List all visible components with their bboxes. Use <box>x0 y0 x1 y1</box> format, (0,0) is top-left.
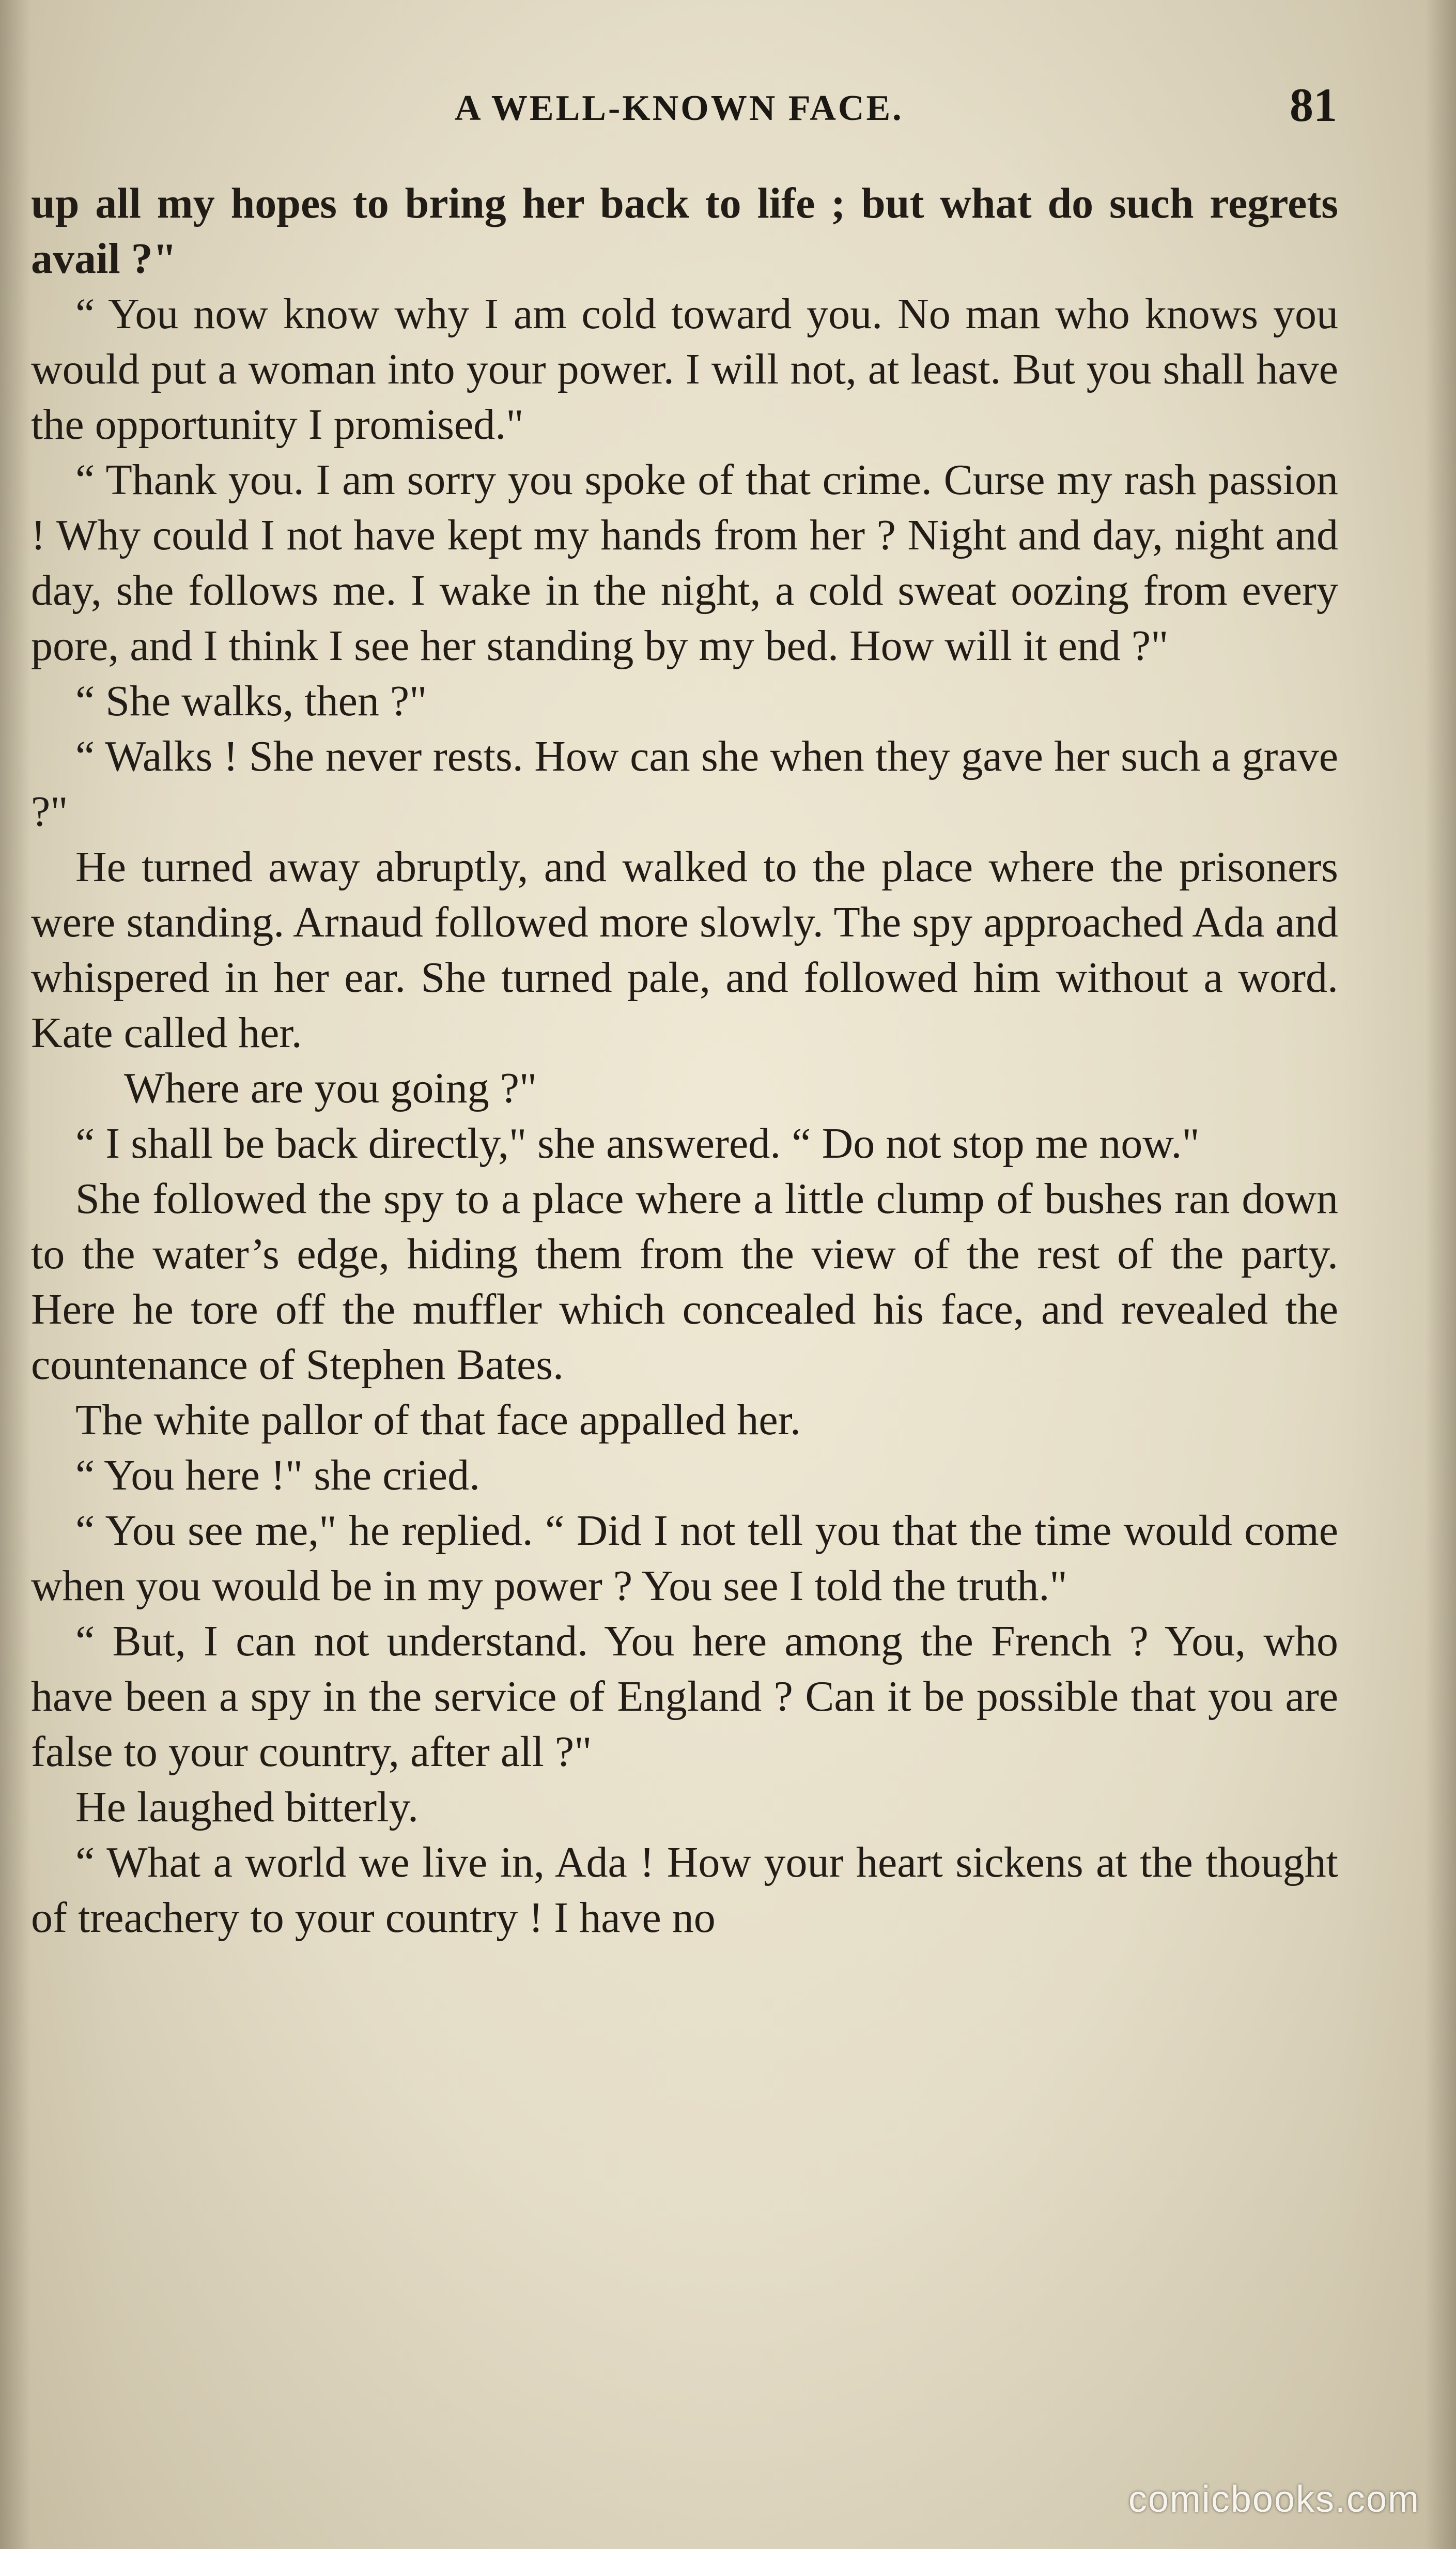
paragraph: “ You now know why I am cold toward you. No man who knows you would put a woman into your power. I will not, at least. But you shall have the opportunity I promised." <box>31 290 1338 449</box>
page-number: 81 <box>1290 79 1337 131</box>
paragraph: He turned away abruptly, and walked to the place where the prisoners were standing. Arnaud followed more slowly. The spy approached Ada and whispered in her ear. She turned pale, and followed him without a word. Kate called her. <box>31 843 1338 1057</box>
paragraph: “ You see me," he replied. “ Did I not tell you that the time would come when you would be in my power ? You see I told the truth." <box>31 1507 1338 1610</box>
running-head: A WELL-KNOWN FACE. <box>455 88 904 128</box>
paragraph: “ Walks ! She never rests. How can she when they gave her such a grave ?" <box>31 732 1338 836</box>
watermark: comicbooks.com <box>1128 2479 1420 2520</box>
paragraph: “ I shall be back directly," she answered. “ Do not stop me now." <box>75 1119 1200 1168</box>
paragraph: “ You here !" she cried. <box>75 1451 481 1499</box>
body-text <box>31 176 1338 1945</box>
paragraph: “ Thank you. I am sorry you spoke of that crime. Curse my rash passion ! Why could I not have kept my hands from her ? Night and day, night and day, she follows me. I wake in the night, a cold sweat oozing from every pore, and I think I see her standing by my bed. How will it end ?" <box>31 456 1338 670</box>
paragraph: “ She walks, then ?" <box>75 677 427 725</box>
page-header <box>0 78 1456 140</box>
paragraph: She followed the spy to a place where a little clump of bushes ran down to the water’s edge, hiding them from the view of the rest of the party. Here he tore off the muffler which concealed his face, and revealed the countenance of Stephen Bates. <box>31 1175 1338 1389</box>
paragraph: The white pallor of that face appalled her. <box>75 1396 801 1444</box>
paragraph: up all my hopes to bring her back to life ; but what do such regrets avail ?" <box>31 179 1338 283</box>
paragraph: He laughed bitterly. <box>75 1783 419 1831</box>
paragraph: Where are you going ?" <box>124 1064 537 1112</box>
right-page-shadow <box>1425 0 1456 2549</box>
paragraph: “ But, I can not understand. You here among the French ? You, who have been a spy in the service of England ? Can it be possible that you are false to your country, after all ?" <box>31 1617 1338 1776</box>
paragraph: “ What a world we live in, Ada ! How your heart sickens at the thought of treachery to your country ! I have no <box>31 1838 1338 1942</box>
left-page-shadow <box>0 0 31 2549</box>
